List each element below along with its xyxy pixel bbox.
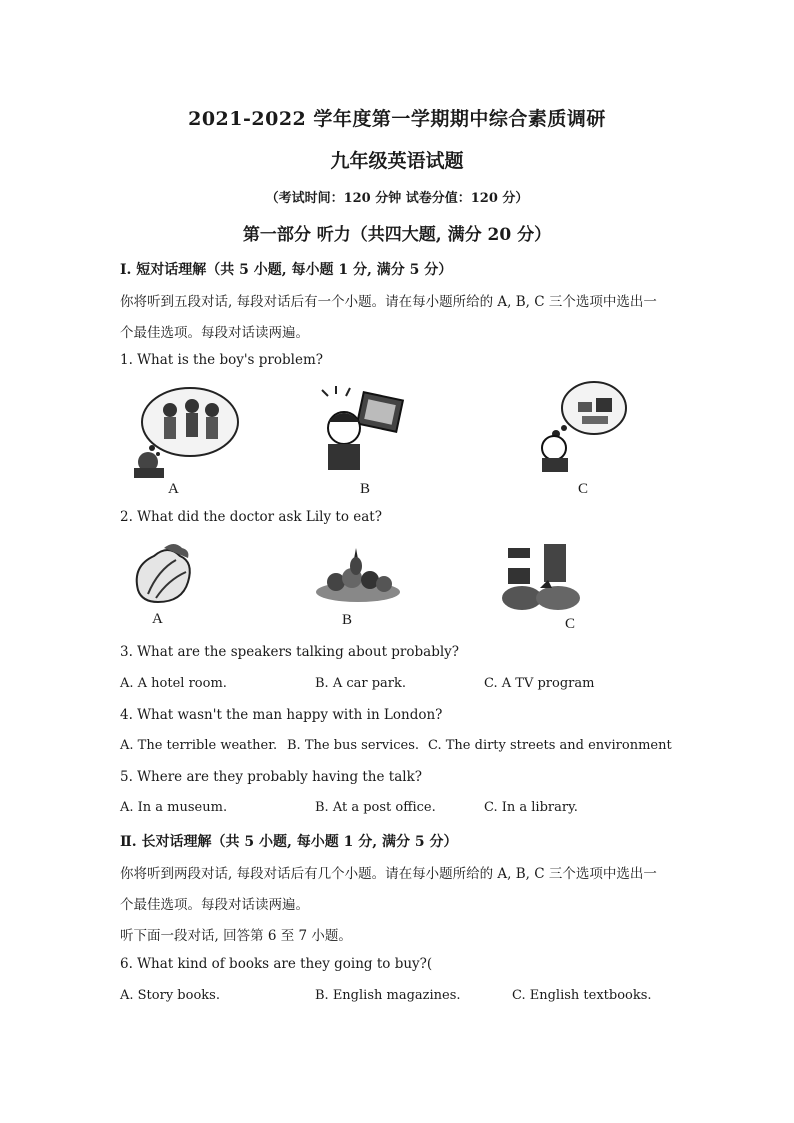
q3-text: 3. What are the speakers talking about probably? bbox=[120, 644, 460, 660]
section1-instruction-line2: 个最佳选项。每段对话读两遍。 bbox=[120, 325, 309, 341]
fruit-plate-icon bbox=[312, 544, 404, 604]
q3-option-c: C. A TV program bbox=[484, 676, 595, 691]
q6-text: 6. What kind of books are they going to buy?( bbox=[120, 956, 433, 972]
section2-instruction-line1: 你将听到两段对话, 每段对话后有几个小题。请在每小题所给的 A, B, C 三个选项中选出一 bbox=[120, 866, 657, 882]
q3-option-b: B. A car park. bbox=[315, 676, 407, 691]
q1-option-c-label: C bbox=[578, 481, 589, 497]
q1-option-b-label: B bbox=[360, 481, 371, 497]
people-talking-thought-bubble-icon bbox=[128, 382, 240, 478]
section2-heading: Ⅱ. 长对话理解（共 5 小题, 每小题 1 分, 满分 5 分） bbox=[120, 834, 458, 850]
exam-title: 2021-2022 学年度第一学期期中综合素质调研 bbox=[188, 108, 606, 130]
section1-heading: Ⅰ. 短对话理解（共 5 小题, 每小题 1 分, 满分 5 分） bbox=[120, 262, 453, 278]
section1-instruction-line1: 你将听到五段对话, 每段对话后有一个小题。请在每小题所给的 A, B, C 三个选项中选出一 bbox=[120, 294, 657, 310]
q4-option-a: A. The terrible weather. bbox=[120, 738, 278, 753]
q1-option-a-label: A bbox=[168, 481, 179, 497]
q4-option-c: C. The dirty streets and environment bbox=[428, 738, 672, 753]
q6-option-c: C. English textbooks. bbox=[512, 988, 652, 1003]
vegetables-icon bbox=[128, 540, 202, 606]
exam-subtitle: 九年级英语试题 bbox=[330, 150, 464, 172]
q6-option-b: B. English magazines. bbox=[315, 988, 461, 1003]
q2-option-b-label: B bbox=[342, 612, 353, 628]
q6-option-a: A. Story books. bbox=[120, 988, 220, 1003]
q2-option-c-label: C bbox=[565, 616, 576, 632]
q5-option-b: B. At a post office. bbox=[315, 800, 436, 815]
part-title: 第一部分 听力（共四大题, 满分 20 分） bbox=[242, 225, 552, 245]
q2-text: 2. What did the doctor ask Lily to eat? bbox=[120, 509, 382, 525]
q5-option-c: C. In a library. bbox=[484, 800, 578, 815]
worried-boy-tv-icon bbox=[314, 382, 410, 472]
q5-option-a: A. In a museum. bbox=[120, 800, 228, 815]
boy-thinking-games-icon bbox=[536, 378, 628, 472]
section2-instruction-line2: 个最佳选项。每段对话读两遍。 bbox=[120, 897, 309, 913]
q5-text: 5. Where are they probably having the talk? bbox=[120, 769, 422, 785]
section2-instruction-line3: 听下面一段对话, 回答第 6 至 7 小题。 bbox=[120, 928, 352, 944]
q4-option-b: B. The bus services. bbox=[287, 738, 420, 753]
q3-option-a: A. A hotel room. bbox=[120, 676, 227, 691]
q2-option-a-label: A bbox=[152, 611, 163, 627]
q4-text: 4. What wasn't the man happy with in London? bbox=[120, 707, 443, 723]
exam-info: （考试时间：120 分钟 试卷分值：120 分） bbox=[265, 191, 529, 206]
fast-food-icon bbox=[500, 540, 584, 612]
q1-text: 1. What is the boy's problem? bbox=[120, 352, 323, 368]
